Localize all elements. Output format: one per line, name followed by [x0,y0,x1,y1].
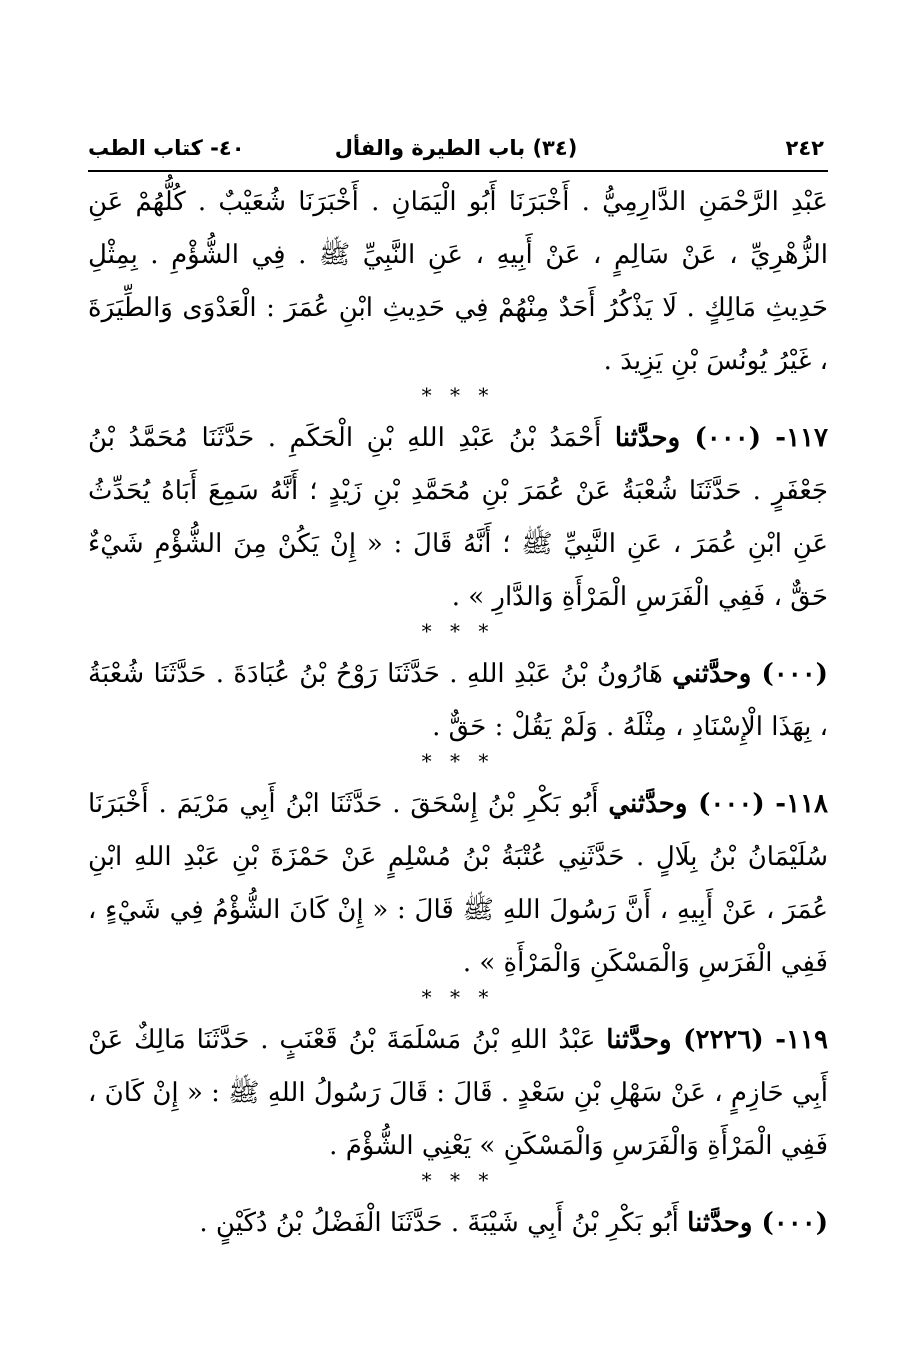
header-rule [88,170,828,172]
book-title: ٤٠- كتاب الطب [88,136,245,160]
hadith-119 [88,1014,828,1173]
hadith-text [88,176,828,1250]
hadith-number: (٠٠٠) وحدَّثني [672,659,828,689]
paragraph-body: هَارُونُ بْنُ عَبْدِ اللهِ . حَدَّثَنَا رَوْحُ بْنُ عُبَادَةَ . حَدَّثَنَا شُعْبَةُ ، بِهَذَا الْإِسْنَادِ ، مِثْلَهُ . وَلَمْ يَقُلْ : حَقٌّ . [88,659,828,742]
paragraph-body: أَبُو بَكْرِ بْنُ إِسْحَقَ . حَدَّثَنَا ابْنُ أَبِي مَرْيَمَ . أَخْبَرَنَا سُلَيْمَانُ بْنُ بِلَالٍ . حَدَّثَنِي عُتْبَةُ بْنُ مُسْلِمٍ عَنْ حَمْزَةَ بْنِ عَبْدِ اللهِ ابْنِ عُمَرَ ، عَنْ أَبِيهِ ، أَنَّ رَسُولَ اللهِ ﷺ قَالَ : « إِنْ كَانَ الشُّؤْمُ فِي شَيْءٍ ، فَفِي الْفَرَسِ وَالْمَسْكَنِ وَالْمَرْأَةِ » . [88,789,828,978]
section-separator: * * * [421,619,495,643]
hadith-number: ١١٩- (٢٢٢٦) وحدَّثنا [606,1025,828,1055]
paragraph-body: أَحْمَدُ بْنُ عَبْدِ اللهِ بْنِ الْحَكَمِ . حَدَّثَنَا مُحَمَّدُ بْنُ جَعْفَرٍ . حَدَّثَنَا شُعْبَةُ عَنْ عُمَرَ بْنِ مُحَمَّدِ بْنِ زَيْدٍ ؛ أَنَّهُ سَمِعَ أَبَاهُ يُحَدِّثُ عَنِ ابْنِ عُمَرَ ، عَنِ النَّبِيِّ ﷺ ؛ أَنَّهُ قَالَ : « إِنْ يَكُنْ مِنَ الشُّؤْمِ شَيْءٌ حَقٌّ ، فَفِي الْفَرَسِ الْمَرْأَةِ وَالدَّارِ » . [88,423,828,612]
page-number: ٢٤٢ [785,136,824,160]
section-separator: * * * [421,383,495,407]
chapter-title: (٣٤) باب الطيرة والفأل [334,136,578,160]
hadith-118 [88,778,828,990]
paragraph-body: عَبْدُ اللهِ بْنُ مَسْلَمَةَ بْنُ قَعْنَبٍ . حَدَّثَنَا مَالِكٌ عَنْ أَبِي حَازِمٍ ، عَنْ سَهْلِ بْنِ سَعْدٍ . قَالَ : قَالَ رَسُولُ اللهِ ﷺ : « إِنْ كَانَ ، فَفِي الْمَرْأَةِ وَالْفَرَسِ وَالْمَسْكَنِ » يَعْنِي الشُّؤْمَ . [88,1025,828,1161]
paragraph-body: أَبُو بَكْرِ بْنُ أَبِي شَيْبَةَ . حَدَّثَنَا الْفَضْلُ بْنُ دُكَيْنٍ . [199,1208,688,1238]
running-header [88,136,824,170]
hadith-number: ١١٧- (٠٠٠) وحدَّثنا [614,423,828,453]
hadith-119-variant [88,1197,828,1250]
paragraph-continuation [88,176,828,388]
paragraph-body: عَبْدِ الرَّحْمَنِ الدَّارِمِيُّ . أَخْبَرَنَا أَبُو الْيَمَانِ . أَخْبَرَنَا شُعَيْبٌ . كُلُّهُمْ عَنِ الزُّهْرِيِّ ، عَنْ سَالِمٍ ، عَنْ أَبِيهِ ، عَنِ النَّبِيِّ ﷺ . فِي الشُّؤْمِ . بِمِثْلِ حَدِيثِ مَالِكٍ . لَا يَذْكُرُ أَحَدٌ مِنْهُمْ فِي حَدِيثِ ابْنِ عُمَرَ : الْعَدْوَى وَالطِّيَرَةَ ، غَيْرُ يُونُسَ بْنِ يَزِيدَ . [88,187,828,376]
section-separator: * * * [421,985,495,1009]
section-separator: * * * [421,749,495,773]
hadith-number: (٠٠٠) وحدَّثنا [687,1208,828,1238]
hadith-117 [88,412,828,624]
section-separator: * * * [421,1168,495,1192]
hadith-number: ١١٨- (٠٠٠) وحدَّثني [608,789,829,819]
hadith-117-variant [88,648,828,754]
